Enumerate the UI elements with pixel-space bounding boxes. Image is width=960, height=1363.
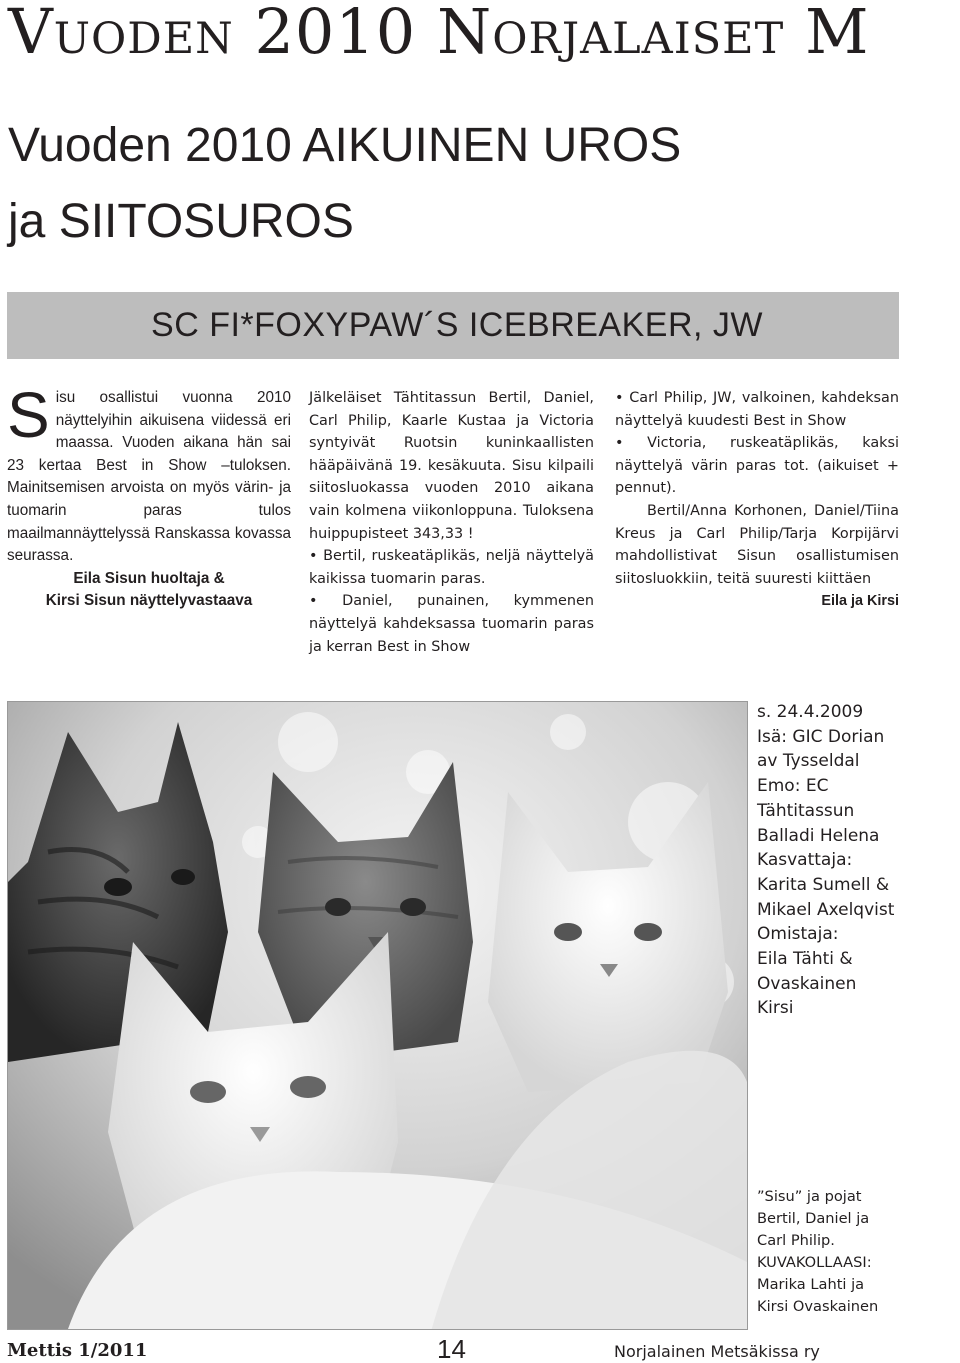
intro-paragraph-text: isu osallistui vuonna 2010 näyttelyihin aikuisena viidessä eri maassa. Vuoden aikana hän sai 23 kertaa Best in Show –tuloksen. Mainitsemisen arvoista on myös värin- ja tuomarin paras tulos maailmannäyttelyssä Ranskassa kovassa seurassa. [7, 389, 291, 565]
offspring-bullet-bertil: • Bertil, ruskeatäplikäs, neljä näyttelyä kaikissa tuomarin paras. [309, 545, 594, 590]
info-line: Karita Sumell & [757, 874, 890, 895]
info-line: Kasvattaja: [757, 850, 853, 871]
signature-line-1: Eila Sisun huoltaja & [73, 569, 225, 587]
cat-name-banner [7, 292, 899, 359]
info-line: Ovaskainen [757, 973, 857, 994]
article-title-line-2: ja SIITOSUROS [8, 195, 354, 248]
info-line: Tähtitassun [757, 800, 855, 821]
signature-line-2: Kirsi Sisun näyttelyvastaava [45, 592, 253, 610]
text-column-2 [309, 387, 594, 658]
info-line: Balladi Helena [757, 825, 880, 846]
caption-line: Bertil, Daniel ja [757, 1210, 870, 1227]
closing-signature: Eila ja Kirsi [821, 593, 899, 610]
caption-line: Carl Philip. [757, 1232, 835, 1249]
footer-publisher: Norjalainen Metsäkissa ry [614, 1342, 820, 1361]
article-title [8, 108, 908, 260]
cat-photo-illustration [8, 702, 747, 1329]
cat-photo-collage [7, 701, 748, 1330]
offspring-bullet-carl-philip: • Carl Philip, JW, valkoinen, kahdeksan näyttelyä kuudesti Best in Show [615, 387, 899, 432]
text-column-1 [7, 379, 291, 613]
thanks-paragraph: Bertil/Anna Korhonen, Daniel/Tiina Kreus ja Carl Philip/Tarja Korpijärvi mahdollistivat Sisun osallistumisen siitosluokkiin, teitä suuresti kiittäen [615, 502, 899, 587]
offspring-bullet-daniel: • Daniel, punainen, kymmenen näyttelyä kahdeksassa tuomarin paras ja kerran Best in Show [309, 590, 594, 658]
intro-paragraph [7, 379, 291, 568]
caption-line: KUVAKOLLAASI: [757, 1254, 872, 1271]
info-line: Kirsi [757, 998, 794, 1019]
offspring-bullet-victoria: • Victoria, ruskeatäplikäs, kaksi näyttelyä värin paras tot. (aikuiset + pennut). [615, 432, 899, 500]
caption-line: Marika Lahti ja [757, 1276, 865, 1293]
info-line: Omistaja: [757, 924, 839, 945]
info-line: Eila Tähti & [757, 949, 853, 970]
caption-line: ”Sisu” ja pojat [757, 1188, 862, 1205]
caption-line: Kirsi Ovaskainen [757, 1298, 879, 1315]
offspring-paragraph: Jälkeläiset Tähtitassun Bertil, Daniel, Carl Philip, Kaarle Kustaa ja Victoria syntyivät Ruotsin kuninkaallisten hääpäivänä 19. kesäkuuta. Sisu kilpaili siitosluokassa vuoden 2010 aikana vain kolmena viikonloppuna. Tuloksena huippupisteet 343,33 ! [309, 390, 594, 542]
drop-cap: S [7, 379, 50, 451]
text-column-3 [615, 387, 899, 613]
info-line: Mikael Axelqvist [757, 899, 895, 920]
info-line: Isä: GIC Dorian [757, 726, 885, 747]
cat-name: SC FI*FOXYPAW´S ICEBREAKER, JW [151, 306, 763, 344]
footer-issue: Mettis 1/2011 [7, 1340, 148, 1361]
photo-caption [757, 1186, 957, 1318]
info-line: av Tysseldal [757, 751, 860, 772]
pedigree-info [757, 700, 957, 1021]
section-masthead: Vuoden 2010 Norjalaiset M [8, 0, 870, 68]
info-line: Emo: EC [757, 776, 829, 797]
article-title-line-1: Vuoden 2010 AIKUINEN UROS [8, 119, 682, 172]
footer-page-number: 14 [437, 1334, 466, 1363]
info-line: s. 24.4.2009 [757, 702, 864, 722]
